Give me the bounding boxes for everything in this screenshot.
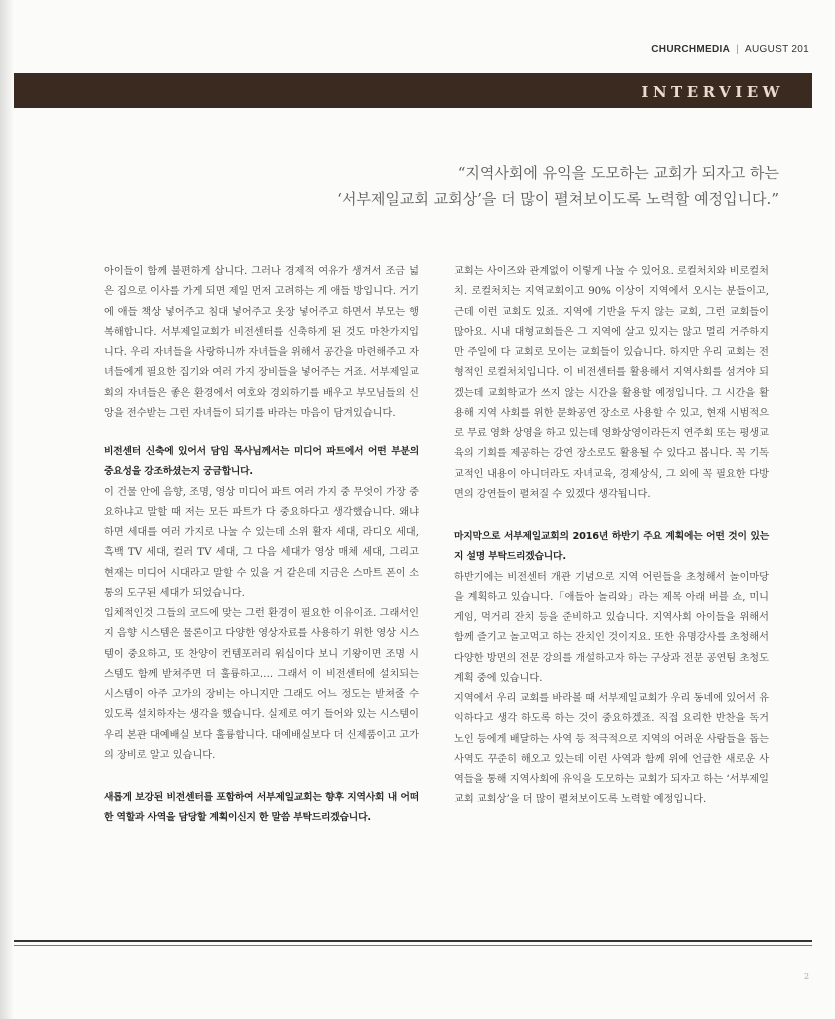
header-separator: | (736, 44, 740, 55)
publication-name: CHURCHMEDIA (651, 44, 731, 55)
pull-quote-line-2: ‘서부제일교회 교회상’을 더 많이 펼쳐보이도록 노력할 예정입니다.” (337, 190, 779, 208)
binding-shadow (0, 0, 14, 1019)
interview-question: 마지막으로 서부제일교회의 2016년 하반기 주요 계획에는 어떤 것이 있는지 설명 부탁드리겠습니다. (454, 531, 769, 563)
section-label: INTERVIEW (641, 83, 784, 101)
answer-paragraph: 입체적인것 그들의 코드에 맞는 그런 환경이 필요한 이유이죠. 그래서인지 음향 시스템은 물론이고 다양한 영상자료를 사용하기 위한 영상 시스템이 중요하고, 또 찬양이 컨템포러리 워십이다 보니 기왕이면 조명 시스템도 함께 받쳐주면 더 훌륭하고…. 그래서 이 비전센터에 설치되는 시스템이 아주 고가의 장비는 아니지만 그래도 어느 정도는 받쳐줄 수 있도록 설치하자는 생각을 했습니다. 실제로 여기 들어와 있는 시스템이 우리 본관 대예배실 보다 훌륭합니다. 대예배실보다 더 신제품이고 고가의 장비로 알고 있습니다. (104, 608, 419, 761)
right-column (454, 262, 769, 811)
answer-paragraph: 지역에서 우리 교회를 바라볼 때 서부제일교회가 우리 동네에 있어서 유익하다고 생각 하도록 하는 것이 중요하겠죠. 직접 요리한 반찬을 독거노인 등에게 배달하는 사역 등 적극적으로 지역의 어려운 사람들을 돕는 사역도 꾸준히 해오고 있는데 이런 사역과 함께 위에 언급한 새로운 사역들을 통해 지역사회에 유익을 도모하는 교회가 되자고 하는 ‘서부제일교회 교회상’을 더 많이 펼쳐보이도록 노력할 예정입니다. (454, 693, 769, 806)
issue-date: AUGUST 201 (745, 44, 809, 55)
pull-quote-line-1: “지역사회에 유익을 도모하는 교회가 되자고 하는 (457, 164, 779, 182)
bottom-rule-thin (14, 945, 812, 946)
page-mark: 2 (804, 972, 810, 981)
answer-paragraph: 하반기에는 비전센터 개관 기념으로 지역 어린들을 초청해서 놀이마당을 계획하고 있습니다.「애들아 놀리와」라는 제목 아래 버블 쇼, 미니게임, 먹거리 잔치 등을 준비하고 있습니다. 지역사회 아이들을 위해서 함께 즐기고 놀고먹고 하는 잔치인 것이지요. 또한 유명강사를 초청해서 다양한 방면의 전문 강의를 개설하고자 하는 구상과 전문 공연팀 초청도 계획 중에 있습니다. (454, 571, 769, 684)
answer-paragraph: 이 건물 안에 음향, 조명, 영상 미디어 파트 여러 가지 중 무엇이 가장 중요하냐고 말할 때 저는 모든 파트가 다 중요하다고 생각했습니다. 왜냐하면 세대를 여러 가지로 나눌 수 있는데 소위 활자 세대, 라디오 세대, 흑백 TV 세대, 컬러 TV 세대, 그 다음 세대가 영상 매체 세대, 그리고 현재는 미디어 시대라고 말할 수 있을 거 같은데 지금은 스마트 폰이 소통의 도구된 세대가 되었습니다. (104, 486, 419, 599)
running-header (651, 44, 809, 55)
interview-question: 비전센터 신축에 있어서 담임 목사님께서는 미디어 파트에서 어떤 부분의 중요성을 강조하셨는지 궁금합니다. (104, 446, 419, 478)
interview-question: 새롭게 보강된 비전센터를 포함하여 서부제일교회는 향후 지역사회 내 어떠한 역할과 사역을 담당할 계획이신지 한 말씀 부탁드리겠습니다. (104, 792, 419, 824)
section-band (14, 73, 812, 108)
answer-paragraph: 아이들이 함께 불편하게 삽니다. 그러나 경제적 여유가 생겨서 조금 넓은 집으로 이사를 가게 되면 제일 먼저 고려하는 게 애들 방입니다. 거기에 애들 책상 넣어주고 침대 넣어주고 옷장 넣어주고 하면서 부모는 행복해합니다. 서부제일교회가 비전센터를 신축하게 된 것도 마찬가지입니다. 우리 자녀들을 사랑하니까 자녀들을 위해서 공간을 마련해주고 자녀들에게 필요한 집기와 여러 가지 장비들을 넣어주는 거죠. 서부제일교회의 자녀들은 좋은 환경에서 여호와 경외하기를 배우고 부모님들의 신앙을 전수받는 그런 자녀들이 되기를 바라는 마음이 담겨있습니다. (104, 266, 419, 419)
pull-quote (259, 160, 779, 212)
left-column (104, 262, 419, 829)
answer-paragraph: 교회는 사이즈와 관계없이 이렇게 나눌 수 있어요. 로컬처치와 비로컬처치. 로컬처치는 지역교회이고 90% 이상이 지역에서 오시는 분들이고, 근데 이런 교회도 있죠. 지역에 기반을 두지 않는 교회, 그런 교회들이 많아요. 시내 대형교회들은 그 지역에 살고 있지는 않고 멀리 거주하지만 주일에 다 교회로 모이는 교회들이 있습니다. 하지만 우리 교회는 전형적인 로컬처치입니다. 이 비전센터를 활용해서 지역사회를 섬겨야 되겠는데 교회학교가 쓰지 않는 시간을 활용할 예정입니다. 그 시간을 활용해 지역 사회를 위한 문화공연 장소로 사용할 수 있고, 현재 시범적으로 무료 영화 상영을 하고 있는데 영화상영이라든지 연주회 또는 평생교육의 기회를 제공하는 강연 장소로도 활용될 수 있다고 봅니다. 꼭 기독교적인 내용이 아니더라도 자녀교육, 경제상식, 그 외에 꼭 필요한 다방면의 강연들이 펼쳐질 수 있겠다 생각됩니다. (454, 266, 769, 500)
bottom-rule (14, 940, 812, 942)
